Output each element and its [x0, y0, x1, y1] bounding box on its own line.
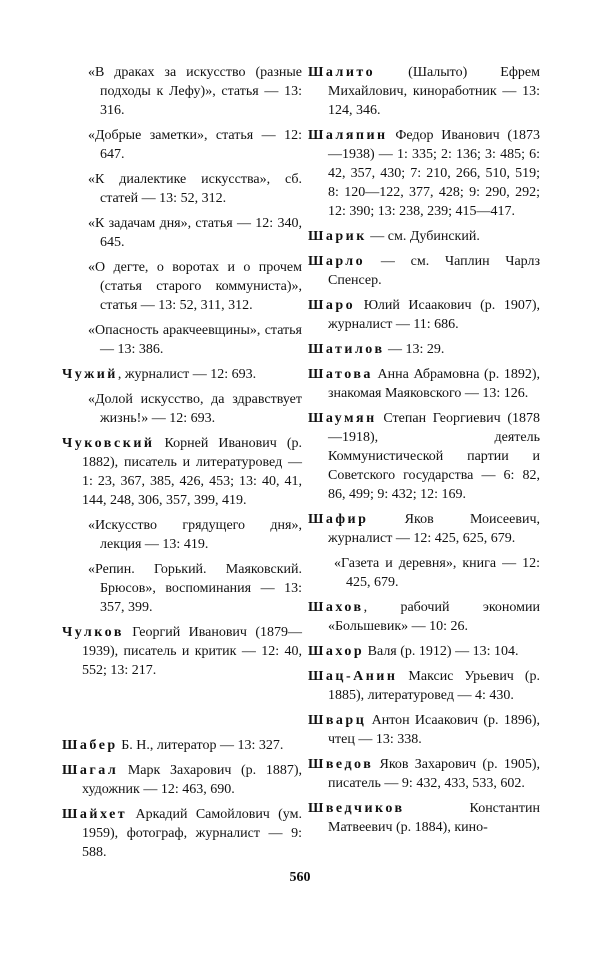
index-subentry: «К задачам дня», статья — 12: 340, 645. — [88, 216, 302, 250]
index-subentry: «В драках за искусство (разные подходы к Лефу)», статья — 13: 316. — [88, 65, 302, 118]
entry-name: Шварц — [308, 713, 367, 728]
entry-name: Шведов — [308, 757, 374, 772]
entry-name: Шалито — [308, 65, 376, 80]
entry-name: Шведчиков — [308, 801, 405, 816]
entry-name: Шабер — [62, 738, 118, 753]
index-entry — [308, 667, 540, 705]
entry-detail: — см. Дубинский. — [366, 229, 480, 244]
index-entry — [308, 711, 540, 749]
entry-detail: Валя (р. 1912) — 13: 104. — [364, 644, 519, 659]
entry-detail: Максис Урьевич (р. 1885), литературовед — 4: 430. — [328, 669, 540, 703]
entry-name: Шафир — [308, 512, 369, 527]
entry-name: Шахор — [308, 644, 365, 659]
page-number: 560 — [289, 870, 311, 885]
entry-name: Шац-Анин — [308, 669, 398, 684]
entry-name: Шарик — [308, 229, 367, 244]
entry-detail: Аркадий Самойлович (ум. 1959), фотограф, журналист — 9: 588. — [82, 807, 302, 860]
index-entry — [62, 761, 302, 799]
entry-detail: , рабочий экономии «Большевик» — 10: 26. — [328, 600, 540, 634]
entry-detail: Корней Иванович (р. 1882), писатель и литературовед — 1: 23, 367, 385, 426, 453; 13: 40, 41, 144, 248, 306, 357, 399, 419. — [82, 436, 302, 508]
section-gap — [62, 686, 302, 736]
entry-name: Чуковский — [62, 436, 155, 451]
index-entry — [308, 126, 540, 221]
entry-detail: (Шалыто) Ефрем Михайлович, кинорaботник — 13: 124, 346. — [328, 65, 540, 118]
entry-detail: Степан Георгиевич (1878—1918), деятель Коммунистической партии и Советского государства — 6: 82, 86, 499; 9: 432; 12: 169. — [328, 411, 540, 502]
entry-detail: Б. Н., литератор — 13: 327. — [117, 738, 284, 753]
index-entry — [308, 510, 540, 548]
index-entry — [308, 409, 540, 504]
entry-detail: — см. Чаплин Чарлз Спенсер. — [328, 254, 540, 288]
index-entry — [308, 252, 540, 290]
entry-detail: Георгий Иванович (1879—1939), писатель и критик — 12: 40, 552; 13: 217. — [82, 625, 302, 678]
index-subentry: «Долой искусство, да здравствует жизнь!» — 12: 693. — [88, 392, 302, 426]
entry-name: Шаляпин — [308, 128, 388, 143]
index-subentry: «К диалектике искусства», сб. статей — 13: 52, 312. — [88, 172, 302, 206]
right-column — [308, 63, 540, 843]
entry-detail: Антон Исаакович (р. 1896), чтец — 13: 338. — [328, 713, 540, 747]
entry-detail: Яков Захарович (р. 1905), писатель — 9: 432, 433, 533, 602. — [328, 757, 540, 791]
index-subentry: «Опасность аракчеевщины», статья — 13: 386. — [88, 323, 302, 357]
entry-detail: Федор Иванович (1873—1938) — 1: 335; 2: 136; 3: 485; 6: 42, 357, 430; 7: 210, 266, 510, 519; 8: 120—122, 377, 428; 9: 290, 292; 12: 390; 13: 238, 239; 415—417. — [328, 128, 540, 219]
entry-name: Шагал — [62, 763, 119, 778]
index-entry — [62, 365, 302, 384]
index-subentry: «Газета и деревня», книга — 12: 425, 679. — [334, 556, 540, 590]
entry-detail: Яков Моисеевич, журналист — 12: 425, 625, 679. — [328, 512, 540, 546]
entry-name: Шахов — [308, 600, 364, 615]
entry-name: Чужий — [62, 367, 118, 382]
entry-detail: Юлий Исаакович (р. 1907), журналист — 11: 686. — [328, 298, 540, 332]
entry-name: Шаро — [308, 298, 356, 313]
index-entry — [308, 227, 540, 246]
entry-name: Шатова — [308, 367, 373, 382]
entry-detail: , журналист — 12: 693. — [117, 367, 257, 382]
index-entry — [308, 755, 540, 793]
entry-detail: Марк Захарович (р. 1887), художник — 12: 463, 690. — [82, 763, 302, 797]
entry-detail: Константин Матвеевич (р. 1884), кино- — [328, 801, 540, 835]
entry-detail: Анна Абрамовна (р. 1892), знакомая Маяковского — 13: 126. — [328, 367, 540, 401]
left-column — [62, 63, 302, 868]
index-subentry: «Добрые заметки», статья — 12: 647. — [88, 128, 302, 162]
index-entry — [308, 63, 540, 120]
index-entry — [308, 642, 540, 661]
index-entry — [62, 623, 302, 680]
index-entry — [62, 805, 302, 862]
index-subentry: «Искусство грядущего дня», лекция — 13: 419. — [88, 518, 302, 552]
index-entry — [308, 799, 540, 837]
entry-name: Шатилов — [308, 342, 385, 357]
entry-name: Шайхет — [62, 807, 128, 822]
entry-name: Шарло — [308, 254, 366, 269]
entry-name: Чулков — [62, 625, 124, 640]
index-subentry: «О дегте, о воротах и о прочем (статья старого коммуниста)», статья — 13: 52, 311, 312. — [88, 260, 302, 313]
index-entry — [308, 365, 540, 403]
entry-detail: — 13: 29. — [384, 342, 445, 357]
index-entry — [308, 296, 540, 334]
index-entry — [308, 340, 540, 359]
entry-name: Шаумян — [308, 411, 377, 426]
index-entry — [308, 598, 540, 636]
index-subentry: «Репин. Горький. Маяковский. Брюсов», воспоминания — 13: 357, 399. — [88, 562, 302, 615]
index-entry — [62, 434, 302, 510]
index-entry — [62, 736, 302, 755]
